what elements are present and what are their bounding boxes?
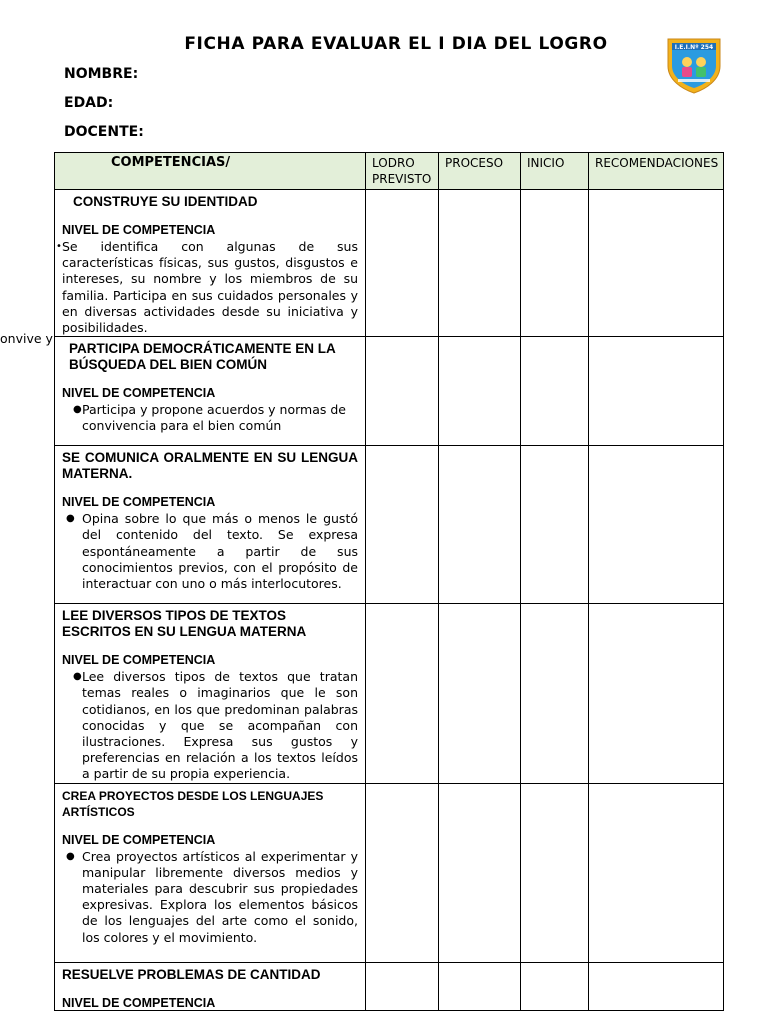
competency-heading: PARTICIPA DEMOCRÁTICAMENTE EN LA BÚSQUEDA DEL BIEN COMÚN <box>69 341 336 373</box>
logo-text: I.E.I.Nº 254 <box>674 44 714 51</box>
proceso-cell <box>439 962 521 1010</box>
field-nombre: NOMBRE: <box>64 66 139 82</box>
logro-previsto-cell <box>366 446 439 604</box>
competency-heading: LEE DIVERSOS TIPOS DE TEXTOS ESCRITOS EN SU LENGUA MATERNA <box>62 608 307 640</box>
inicio-cell <box>521 190 589 337</box>
nivel-label: NIVEL DE COMPETENCIA <box>62 832 216 847</box>
bullet-icon: ● <box>73 404 82 416</box>
competency-description: ● Lee diversos tipos de textos que tratan temas reales o imaginarios que le son cotidianos, en los que predominan palabras conocidas y que se acompañan con ilustraciones. Expresa sus gustos y preferencias en relación a los textos leídos a partir de su propia experiencia. <box>73 669 358 782</box>
inicio-cell <box>521 337 589 446</box>
competency-description: ● Participa y propone acuerdos y normas de convivencia para el bien común <box>73 402 346 434</box>
competency-description: • Se identifica con algunas de sus características físicas, sus gustos, disgustos e intereses, su nombre y los miembros de su familia. Participa en sus cuidados personales y en diversas actividades desde su iniciativa y posibilidades. <box>56 239 358 336</box>
table-row <box>55 190 724 337</box>
recomendaciones-cell <box>589 190 724 337</box>
competency-cell <box>55 190 366 337</box>
nivel-label: NIVEL DE COMPETENCIA <box>62 653 216 668</box>
proceso-cell <box>439 446 521 604</box>
table-row <box>55 337 724 446</box>
logro-previsto-cell <box>366 783 439 962</box>
table-row <box>55 783 724 962</box>
competency-heading: CREA PROYECTOS DESDE LOS LENGUAJES ARTÍSTICOS <box>62 788 324 819</box>
competency-heading: SE COMUNICA ORALMENTE EN SU LENGUA MATERNA. <box>62 450 358 482</box>
field-edad: EDAD: <box>64 95 114 111</box>
logro-previsto-cell <box>366 337 439 446</box>
logro-previsto-cell <box>366 190 439 337</box>
header-inicio: INICIO <box>521 153 589 190</box>
recomendaciones-cell <box>589 783 724 962</box>
table-row <box>55 962 724 1010</box>
inicio-cell <box>521 962 589 1010</box>
header-proceso: PROCESO <box>439 153 521 190</box>
table-row <box>55 604 724 783</box>
header-competencias: COMPETENCIAS/ <box>55 153 366 190</box>
evaluation-table <box>54 152 724 1011</box>
header-logro-previsto: LODRO PREVISTO <box>366 153 439 190</box>
competency-cell <box>55 962 366 1010</box>
inicio-cell <box>521 446 589 604</box>
nivel-label: NIVEL DE COMPETENCIA <box>62 495 216 510</box>
proceso-cell <box>439 604 521 783</box>
inicio-cell <box>521 604 589 783</box>
proceso-cell <box>439 190 521 337</box>
recomendaciones-cell <box>589 337 724 446</box>
recomendaciones-cell <box>589 446 724 604</box>
table-row <box>55 446 724 604</box>
nivel-label: NIVEL DE COMPETENCIA <box>62 386 216 401</box>
competency-cell <box>55 604 366 783</box>
clipped-margin-text: onvive y <box>0 331 53 346</box>
competency-heading: CONSTRUYE SU IDENTIDAD <box>73 194 258 209</box>
competency-cell <box>55 783 366 962</box>
header-recomendaciones: RECOMENDACIONES <box>589 153 724 190</box>
proceso-cell <box>439 783 521 962</box>
bullet-icon: ● <box>66 513 75 525</box>
recomendaciones-cell <box>589 604 724 783</box>
competency-heading: RESUELVE PROBLEMAS DE CANTIDAD <box>62 966 321 982</box>
field-docente: DOCENTE: <box>64 124 144 140</box>
inicio-cell <box>521 783 589 962</box>
recomendaciones-cell <box>589 962 724 1010</box>
competency-description: ● Crea proyectos artísticos al experimentar y manipular libremente diversos medios y materiales para descubrir sus propiedades expresivas. Explora los elementos básicos de los lenguajes del arte como el sonido, los colores y el movimiento. <box>66 848 358 945</box>
competency-cell <box>55 337 366 446</box>
nivel-label: NIVEL DE COMPETENCIA <box>62 995 216 1010</box>
nivel-label: NIVEL DE COMPETENCIA <box>62 223 216 237</box>
bullet-icon: ● <box>73 671 82 683</box>
bullet-icon: ● <box>66 850 75 862</box>
school-logo-icon <box>664 36 724 94</box>
proceso-cell <box>439 337 521 446</box>
logro-previsto-cell <box>366 604 439 783</box>
bullet-icon: • <box>56 241 62 252</box>
document-title: FICHA PARA EVALUAR EL I DIA DEL LOGRO <box>184 34 608 54</box>
competency-description: ● Opina sobre lo que más o menos le gustó del contenido del texto. Se expresa espontáneamente a partir de sus conocimientos previos, con el propósito de interactuar con uno o más interlocutores. <box>66 511 358 592</box>
competency-cell <box>55 446 366 604</box>
logro-previsto-cell <box>366 962 439 1010</box>
